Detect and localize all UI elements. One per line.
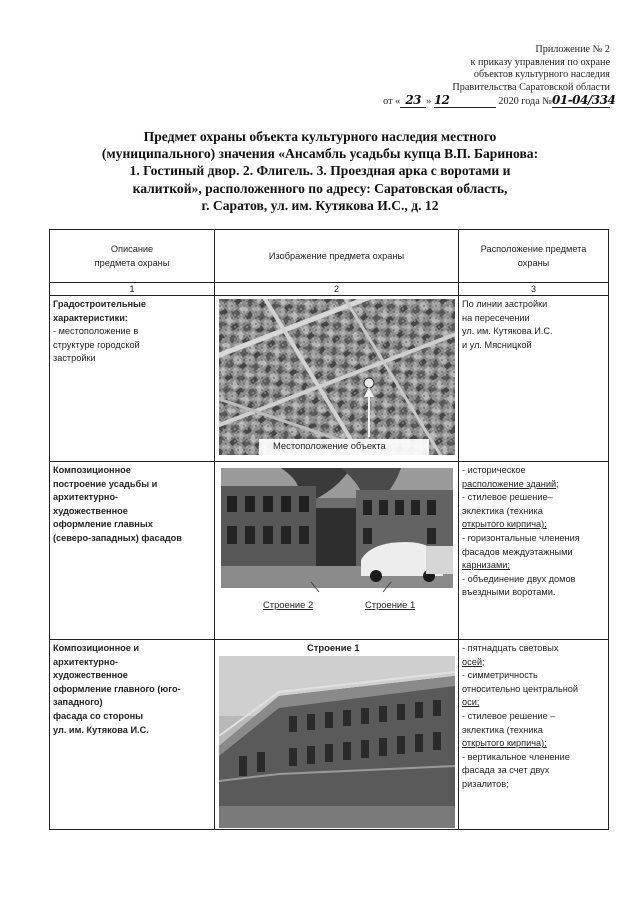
row2-desc-5: оформление главных bbox=[53, 519, 153, 530]
header-description-line-2: предмета охраны bbox=[94, 258, 170, 268]
column-number-3: 3 bbox=[459, 283, 609, 296]
row2-loc-3: - стилевое решение– bbox=[462, 492, 553, 503]
row1-loc-4: и ул. Мясницкой bbox=[462, 339, 532, 350]
row3-loc-2: осей; bbox=[462, 656, 485, 667]
row2-description bbox=[50, 462, 215, 640]
caption-building-2: Строение 2 bbox=[263, 599, 314, 610]
title-line-5: г. Саратов, ул. им. Кутякова И.С., д. 12 bbox=[201, 197, 439, 213]
row1-loc-1: По линии застройки bbox=[462, 299, 548, 309]
row1-loc-3: ул. им. Кутякова И.С. bbox=[462, 326, 553, 337]
row2-loc-8: карнизами; bbox=[462, 560, 510, 571]
row3-loc-5: оси; bbox=[462, 697, 480, 708]
date-month: 12 bbox=[434, 94, 496, 108]
row2-loc-2: расположение зданий; bbox=[462, 478, 559, 489]
row3-desc-1: Композиционное и bbox=[53, 643, 140, 653]
row3-loc-9: - вертикальное членение bbox=[462, 751, 570, 762]
row3-loc-10: фасада за счет двух bbox=[462, 765, 550, 776]
title-line-3: 1. Гостиный двор. 2. Флигель. 3. Проездная арка с воротами и bbox=[129, 163, 511, 179]
column-number-1: 1 bbox=[50, 283, 215, 296]
aerial-map-image bbox=[219, 299, 455, 455]
row3-image-cell bbox=[215, 640, 459, 830]
row2-desc-3: архитектурно- bbox=[53, 492, 119, 503]
header-description bbox=[50, 230, 215, 283]
facade-photo-image bbox=[219, 656, 455, 828]
row2-desc-6: (северо-западных) фасадов bbox=[53, 532, 182, 543]
row2-loc-9: - объединение двух домов bbox=[462, 573, 576, 584]
row3-desc-7: ул. им. Кутякова И.С. bbox=[53, 724, 149, 735]
row1-loc-2: на пересечении bbox=[462, 312, 530, 323]
row3-desc-4: оформление главного (юго- bbox=[53, 683, 181, 694]
appendix-line-3: объектов культурного наследия bbox=[473, 69, 610, 81]
caption-pointer-lines bbox=[215, 462, 459, 640]
row3-loc-11: ризалитов; bbox=[462, 778, 509, 789]
row1-desc-bold-2: характеристики: bbox=[53, 312, 128, 323]
date-mid: » bbox=[426, 96, 432, 108]
order-number: 01-04/334 bbox=[552, 93, 616, 108]
appendix-line-2: к приказу управления по охране bbox=[470, 56, 610, 68]
row2-desc-2: построение усадьбы и bbox=[53, 478, 158, 489]
header-location-line-2: охраны bbox=[517, 258, 550, 268]
table-row bbox=[50, 640, 609, 830]
row1-desc-1: - местоположение в bbox=[53, 326, 139, 337]
table-header-row bbox=[50, 230, 609, 283]
row1-desc-2: структуре городской bbox=[53, 339, 140, 350]
table-number-row bbox=[50, 283, 609, 296]
row1-desc-bold-1: Градостроительные bbox=[53, 299, 146, 309]
map-caption: Местоположение объекта bbox=[273, 440, 386, 451]
row3-desc-6: фасада со стороны bbox=[53, 710, 143, 721]
row3-loc-1: - пятнадцать световых bbox=[462, 643, 559, 653]
header-location bbox=[459, 230, 609, 283]
row2-desc-1: Композиционное bbox=[53, 465, 131, 475]
row2-loc-7: фасадов междуэтажными bbox=[462, 546, 573, 557]
row3-loc-6: - стилевое решение – bbox=[462, 710, 556, 721]
row3-loc-7: эклектика (техника bbox=[462, 724, 543, 735]
table-row bbox=[50, 462, 609, 640]
row2-image-cell bbox=[215, 462, 459, 640]
row2-location bbox=[459, 462, 609, 640]
caption-building-1-top: Строение 1 bbox=[307, 642, 360, 653]
appendix-date-line bbox=[340, 93, 616, 109]
row3-desc-2: архитектурно- bbox=[53, 656, 119, 667]
date-prefix: от « bbox=[383, 96, 401, 108]
header-image: Изображение предмета охраны bbox=[215, 230, 459, 283]
caption-building-1: Строение 1 bbox=[365, 599, 416, 610]
row3-loc-4: относительно центральной bbox=[462, 683, 579, 694]
header-description-line-1: Описание bbox=[110, 244, 154, 254]
row2-loc-10: въездными воротами. bbox=[462, 587, 556, 598]
row2-loc-6: - горизонтальные членения bbox=[462, 532, 580, 543]
date-year: 2020 года № bbox=[498, 96, 552, 108]
table-row bbox=[50, 296, 609, 462]
row1-image-cell bbox=[215, 296, 459, 462]
protection-table bbox=[49, 229, 609, 830]
document-title bbox=[60, 128, 580, 214]
row3-desc-5: западного) bbox=[53, 697, 103, 708]
appendix-line-4: Правительства Саратовской области bbox=[452, 81, 610, 93]
appendix-header bbox=[340, 44, 616, 109]
row1-desc-3: застройки bbox=[53, 353, 96, 364]
row2-loc-4: эклектика (техника bbox=[462, 505, 543, 516]
title-line-4: калиткой», расположенного по адресу: Саратовская область, bbox=[132, 180, 508, 196]
row3-location bbox=[459, 640, 609, 830]
row3-loc-8: открытого кирпича); bbox=[462, 738, 547, 749]
row2-loc-5: открытого кирпича); bbox=[462, 519, 547, 530]
date-day: 23 bbox=[400, 94, 426, 108]
row2-loc-1: - историческое bbox=[462, 465, 526, 475]
row2-desc-4: художественное bbox=[53, 505, 128, 516]
header-location-line-1: Расположение предмета bbox=[480, 244, 587, 254]
row1-description bbox=[50, 296, 215, 462]
row3-desc-3: художественное bbox=[53, 670, 128, 681]
row3-description bbox=[50, 640, 215, 830]
column-number-2: 2 bbox=[215, 283, 459, 296]
title-line-2: (муниципального) значения «Ансамбль усадьбы купца В.П. Баринова: bbox=[101, 146, 539, 162]
row3-loc-3: - симметричность bbox=[462, 670, 538, 681]
row1-location bbox=[459, 296, 609, 462]
appendix-line-1: Приложение № 2 bbox=[535, 44, 610, 55]
title-line-1: Предмет охраны объекта культурного наследия местного bbox=[143, 129, 497, 144]
